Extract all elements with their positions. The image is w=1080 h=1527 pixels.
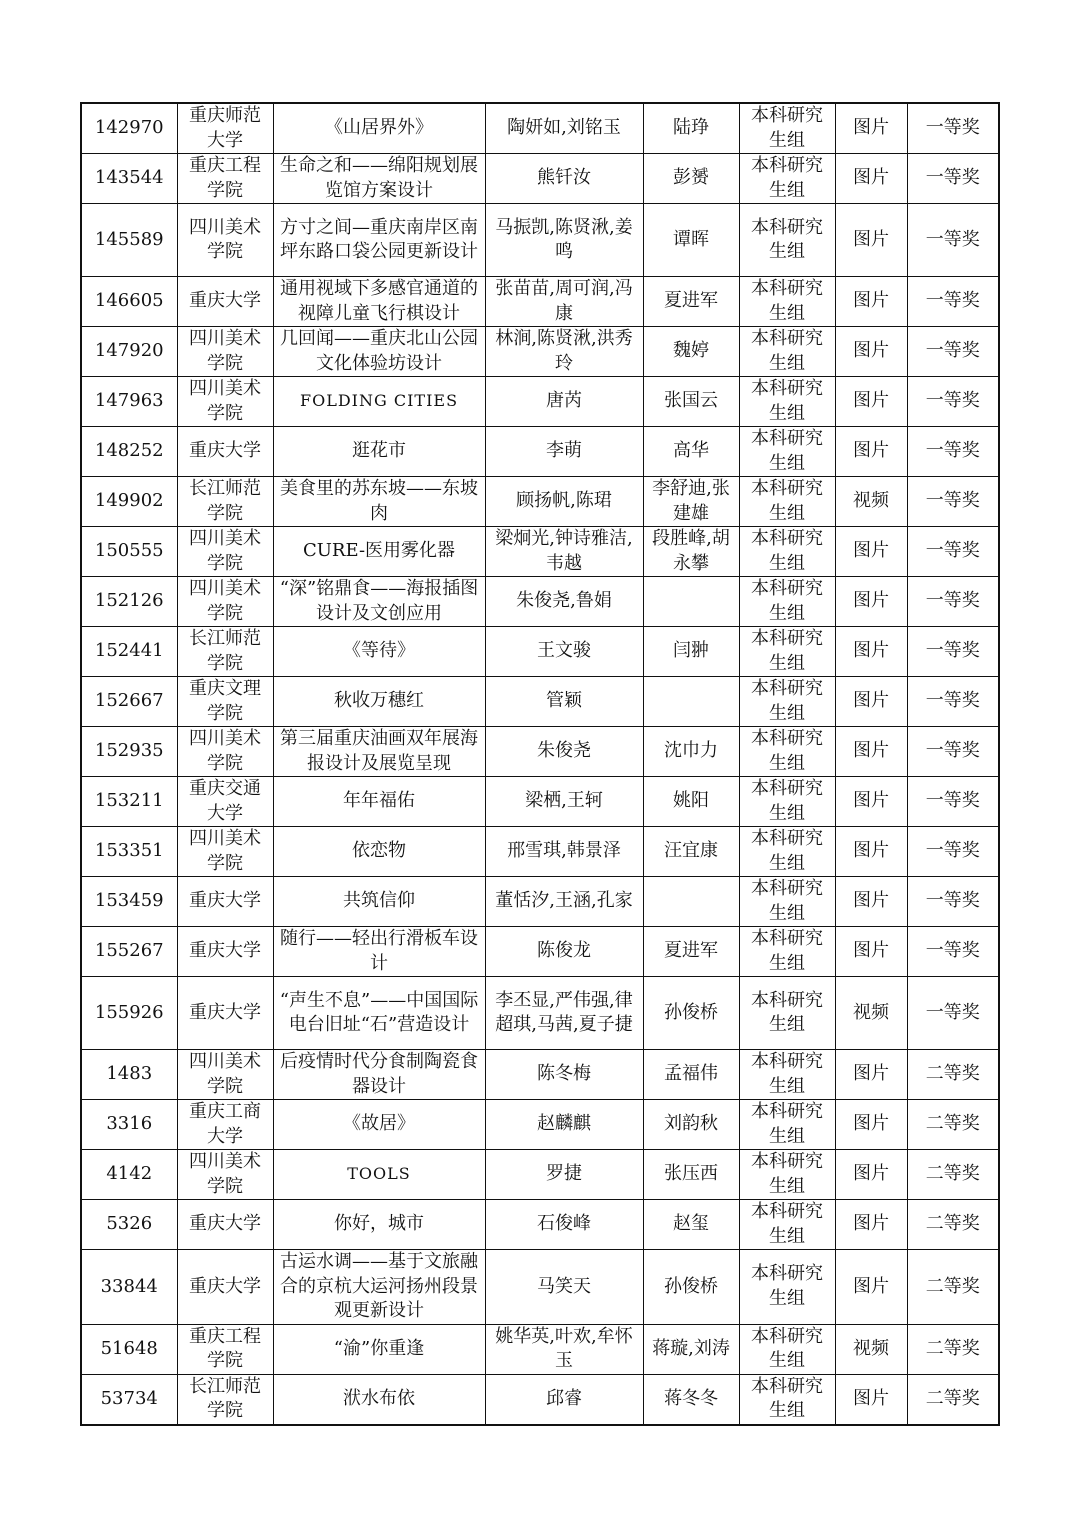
cell-award: 一等奖 [907, 527, 999, 577]
cell-group: 本科研究生组 [739, 1100, 835, 1150]
cell-authors: 顾扬帆,陈珺 [485, 477, 643, 527]
cell-group: 本科研究生组 [739, 877, 835, 927]
cell-advisor: 蒋璇,刘涛 [643, 1324, 739, 1374]
cell-award: 一等奖 [907, 103, 999, 154]
cell-authors: 林涧,陈贤湫,洪秀玲 [485, 327, 643, 377]
cell-group: 本科研究生组 [739, 1200, 835, 1250]
cell-title: 秋收万穗红 [273, 677, 485, 727]
cell-title: 洑水布依 [273, 1374, 485, 1425]
cell-group: 本科研究生组 [739, 277, 835, 327]
cell-id: 145589 [81, 204, 177, 277]
cell-group: 本科研究生组 [739, 827, 835, 877]
cell-type: 图片 [835, 877, 907, 927]
cell-award: 一等奖 [907, 154, 999, 204]
cell-school: 长江师范学院 [177, 477, 273, 527]
cell-advisor: 段胜峰,胡永攀 [643, 527, 739, 577]
table-row [81, 154, 999, 204]
cell-group: 本科研究生组 [739, 103, 835, 154]
cell-type: 图片 [835, 827, 907, 877]
cell-type: 图片 [835, 1374, 907, 1425]
cell-title: 几回闻——重庆北山公园文化体验坊设计 [273, 327, 485, 377]
cell-id: 1483 [81, 1050, 177, 1100]
cell-authors: 王文骏 [485, 627, 643, 677]
cell-title: 你好，城市 [273, 1200, 485, 1250]
cell-advisor: 闫翀 [643, 627, 739, 677]
cell-group: 本科研究生组 [739, 977, 835, 1050]
cell-type: 图片 [835, 1050, 907, 1100]
cell-authors: 张苗苗,周可润,冯康 [485, 277, 643, 327]
cell-type: 图片 [835, 1200, 907, 1250]
cell-id: 142970 [81, 103, 177, 154]
table-row [81, 327, 999, 377]
cell-advisor: 陆琤 [643, 103, 739, 154]
cell-authors: 陈俊龙 [485, 927, 643, 977]
cell-authors: 熊钎汝 [485, 154, 643, 204]
cell-id: 147920 [81, 327, 177, 377]
table-row [81, 1324, 999, 1374]
cell-advisor: 夏进军 [643, 277, 739, 327]
cell-school: 重庆师范大学 [177, 103, 273, 154]
cell-advisor: 赵玺 [643, 1200, 739, 1250]
table-row [81, 777, 999, 827]
cell-advisor: 李舒迪,张建雄 [643, 477, 739, 527]
cell-type: 图片 [835, 777, 907, 827]
table-row [81, 103, 999, 154]
cell-group: 本科研究生组 [739, 1374, 835, 1425]
cell-advisor: 彭赟 [643, 154, 739, 204]
cell-title: 逛花市 [273, 427, 485, 477]
cell-title: 随行——轻出行滑板车设计 [273, 927, 485, 977]
cell-school: 重庆大学 [177, 427, 273, 477]
cell-id: 3316 [81, 1100, 177, 1150]
cell-school: 重庆大学 [177, 1200, 273, 1250]
cell-id: 152126 [81, 577, 177, 627]
cell-award: 一等奖 [907, 977, 999, 1050]
cell-group: 本科研究生组 [739, 577, 835, 627]
cell-title: “声生不息”——中国国际电台旧址“石”营造设计 [273, 977, 485, 1050]
cell-school: 四川美术学院 [177, 204, 273, 277]
table-row [81, 677, 999, 727]
cell-award: 一等奖 [907, 377, 999, 427]
cell-id: 153211 [81, 777, 177, 827]
cell-advisor: 沈巾力 [643, 727, 739, 777]
cell-award: 一等奖 [907, 827, 999, 877]
table-row [81, 977, 999, 1050]
cell-award: 二等奖 [907, 1250, 999, 1325]
cell-advisor [643, 877, 739, 927]
cell-authors: 李萌 [485, 427, 643, 477]
cell-id: 143544 [81, 154, 177, 204]
cell-group: 本科研究生组 [739, 777, 835, 827]
cell-advisor: 孙俊桥 [643, 1250, 739, 1325]
table-row [81, 527, 999, 577]
table-row [81, 277, 999, 327]
cell-id: 153459 [81, 877, 177, 927]
cell-group: 本科研究生组 [739, 1150, 835, 1200]
cell-group: 本科研究生组 [739, 154, 835, 204]
cell-title: 通用视域下多感官通道的视障儿童飞行棋设计 [273, 277, 485, 327]
cell-authors: 梁栖,王轲 [485, 777, 643, 827]
cell-school: 重庆工商大学 [177, 1100, 273, 1150]
cell-authors: 马振凯,陈贤湫,姜鸣 [485, 204, 643, 277]
table-row [81, 727, 999, 777]
table-row [81, 1200, 999, 1250]
cell-award: 二等奖 [907, 1200, 999, 1250]
cell-type: 图片 [835, 154, 907, 204]
cell-award: 一等奖 [907, 204, 999, 277]
cell-type: 图片 [835, 627, 907, 677]
table-row [81, 1100, 999, 1150]
cell-advisor: 谭晖 [643, 204, 739, 277]
cell-authors: 李丕显,严伟强,律超琪,马茜,夏子捷 [485, 977, 643, 1050]
cell-award: 一等奖 [907, 627, 999, 677]
cell-id: 153351 [81, 827, 177, 877]
cell-title: 生命之和——绵阳规划展览馆方案设计 [273, 154, 485, 204]
cell-id: 152441 [81, 627, 177, 677]
cell-title: 第三届重庆油画双年展海报设计及展览呈现 [273, 727, 485, 777]
cell-authors: 马笑天 [485, 1250, 643, 1325]
cell-school: 重庆工程学院 [177, 154, 273, 204]
cell-group: 本科研究生组 [739, 427, 835, 477]
table-row [81, 204, 999, 277]
cell-group: 本科研究生组 [739, 677, 835, 727]
cell-title: 《山居界外》 [273, 103, 485, 154]
cell-title: TOOLS [273, 1150, 485, 1200]
cell-school: 四川美术学院 [177, 1050, 273, 1100]
cell-award: 一等奖 [907, 427, 999, 477]
cell-advisor: 魏婷 [643, 327, 739, 377]
cell-advisor [643, 677, 739, 727]
cell-type: 图片 [835, 204, 907, 277]
cell-authors: 赵麟麒 [485, 1100, 643, 1150]
cell-school: 四川美术学院 [177, 1150, 273, 1200]
cell-type: 图片 [835, 577, 907, 627]
cell-advisor: 张压西 [643, 1150, 739, 1200]
cell-school: 重庆大学 [177, 1250, 273, 1325]
cell-advisor: 孙俊桥 [643, 977, 739, 1050]
cell-award: 二等奖 [907, 1050, 999, 1100]
cell-school: 四川美术学院 [177, 727, 273, 777]
cell-award: 一等奖 [907, 727, 999, 777]
cell-school: 重庆文理学院 [177, 677, 273, 727]
cell-school: 重庆交通大学 [177, 777, 273, 827]
cell-type: 图片 [835, 1250, 907, 1325]
cell-id: 146605 [81, 277, 177, 327]
cell-school: 四川美术学院 [177, 377, 273, 427]
cell-id: 4142 [81, 1150, 177, 1200]
table-row [81, 877, 999, 927]
cell-title: 古运水调——基于文旅融合的京杭大运河扬州段景观更新设计 [273, 1250, 485, 1325]
cell-award: 一等奖 [907, 677, 999, 727]
cell-advisor: 孟福伟 [643, 1050, 739, 1100]
cell-id: 147963 [81, 377, 177, 427]
cell-award: 二等奖 [907, 1150, 999, 1200]
cell-type: 图片 [835, 427, 907, 477]
cell-school: 四川美术学院 [177, 827, 273, 877]
table-row [81, 577, 999, 627]
cell-title: 《等待》 [273, 627, 485, 677]
cell-advisor: 夏进军 [643, 927, 739, 977]
table-row [81, 1374, 999, 1425]
cell-group: 本科研究生组 [739, 527, 835, 577]
cell-group: 本科研究生组 [739, 1050, 835, 1100]
cell-type: 图片 [835, 927, 907, 977]
cell-award: 二等奖 [907, 1374, 999, 1425]
cell-title: FOLDING CITIES [273, 377, 485, 427]
table-row [81, 827, 999, 877]
cell-id: 33844 [81, 1250, 177, 1325]
cell-school: 重庆大学 [177, 977, 273, 1050]
table-row [81, 477, 999, 527]
cell-type: 视频 [835, 477, 907, 527]
awards-table [80, 102, 1000, 1426]
cell-group: 本科研究生组 [739, 1250, 835, 1325]
cell-school: 重庆大学 [177, 277, 273, 327]
cell-title: “渝”你重逢 [273, 1324, 485, 1374]
cell-authors: 姚华英,叶欢,牟怀玉 [485, 1324, 643, 1374]
cell-advisor [643, 577, 739, 627]
cell-id: 152935 [81, 727, 177, 777]
cell-type: 视频 [835, 977, 907, 1050]
cell-group: 本科研究生组 [739, 477, 835, 527]
cell-award: 一等奖 [907, 927, 999, 977]
cell-group: 本科研究生组 [739, 377, 835, 427]
cell-id: 51648 [81, 1324, 177, 1374]
cell-type: 图片 [835, 727, 907, 777]
cell-school: 四川美术学院 [177, 327, 273, 377]
cell-id: 5326 [81, 1200, 177, 1250]
cell-title: 方寸之间—重庆南岸区南坪东路口袋公园更新设计 [273, 204, 485, 277]
cell-authors: 邱睿 [485, 1374, 643, 1425]
cell-authors: 邢雪琪,韩景泽 [485, 827, 643, 877]
cell-authors: 朱俊尧,鲁娟 [485, 577, 643, 627]
cell-title: CURE-医用雾化器 [273, 527, 485, 577]
cell-authors: 陈冬梅 [485, 1050, 643, 1100]
cell-type: 图片 [835, 377, 907, 427]
cell-award: 一等奖 [907, 277, 999, 327]
cell-school: 长江师范学院 [177, 627, 273, 677]
cell-group: 本科研究生组 [739, 927, 835, 977]
cell-award: 一等奖 [907, 327, 999, 377]
cell-authors: 陶妍如,刘铭玉 [485, 103, 643, 154]
cell-authors: 管颖 [485, 677, 643, 727]
cell-id: 150555 [81, 527, 177, 577]
cell-authors: 罗捷 [485, 1150, 643, 1200]
cell-school: 重庆工程学院 [177, 1324, 273, 1374]
cell-advisor: 姚阳 [643, 777, 739, 827]
cell-title: 《故居》 [273, 1100, 485, 1150]
cell-group: 本科研究生组 [739, 727, 835, 777]
cell-advisor: 蒋冬冬 [643, 1374, 739, 1425]
cell-advisor: 刘韵秋 [643, 1100, 739, 1150]
table-row [81, 1050, 999, 1100]
cell-authors: 董恬汐,王涵,孔家 [485, 877, 643, 927]
cell-type: 图片 [835, 277, 907, 327]
cell-school: 长江师范学院 [177, 1374, 273, 1425]
cell-type: 图片 [835, 1100, 907, 1150]
cell-authors: 朱俊尧 [485, 727, 643, 777]
cell-id: 148252 [81, 427, 177, 477]
cell-advisor: 张国云 [643, 377, 739, 427]
cell-award: 一等奖 [907, 777, 999, 827]
table-row [81, 627, 999, 677]
cell-type: 视频 [835, 1324, 907, 1374]
cell-id: 53734 [81, 1374, 177, 1425]
cell-title: “深”铭鼎食——海报插图设计及文创应用 [273, 577, 485, 627]
cell-award: 一等奖 [907, 577, 999, 627]
cell-type: 图片 [835, 103, 907, 154]
cell-authors: 梁炯光,钟诗雅洁,韦越 [485, 527, 643, 577]
table-row [81, 1150, 999, 1200]
table-row [81, 377, 999, 427]
cell-advisor: 高华 [643, 427, 739, 477]
cell-title: 后疫情时代分食制陶瓷食器设计 [273, 1050, 485, 1100]
cell-school: 四川美术学院 [177, 577, 273, 627]
cell-group: 本科研究生组 [739, 204, 835, 277]
cell-id: 155926 [81, 977, 177, 1050]
cell-award: 二等奖 [907, 1324, 999, 1374]
cell-group: 本科研究生组 [739, 627, 835, 677]
cell-id: 152667 [81, 677, 177, 727]
cell-type: 图片 [835, 677, 907, 727]
table-row [81, 927, 999, 977]
cell-title: 美食里的苏东坡——东坡肉 [273, 477, 485, 527]
cell-group: 本科研究生组 [739, 327, 835, 377]
cell-title: 年年福佑 [273, 777, 485, 827]
cell-school: 重庆大学 [177, 877, 273, 927]
cell-group: 本科研究生组 [739, 1324, 835, 1374]
cell-advisor: 汪宜康 [643, 827, 739, 877]
table-body [81, 103, 999, 1425]
cell-school: 重庆大学 [177, 927, 273, 977]
cell-type: 图片 [835, 1150, 907, 1200]
cell-award: 二等奖 [907, 1100, 999, 1150]
cell-school: 四川美术学院 [177, 527, 273, 577]
cell-type: 图片 [835, 327, 907, 377]
cell-title: 共筑信仰 [273, 877, 485, 927]
cell-title: 依恋物 [273, 827, 485, 877]
cell-id: 149902 [81, 477, 177, 527]
cell-type: 图片 [835, 527, 907, 577]
cell-award: 一等奖 [907, 877, 999, 927]
cell-id: 155267 [81, 927, 177, 977]
cell-authors: 石俊峰 [485, 1200, 643, 1250]
cell-award: 一等奖 [907, 477, 999, 527]
cell-authors: 唐芮 [485, 377, 643, 427]
table-row [81, 1250, 999, 1325]
table-row [81, 427, 999, 477]
